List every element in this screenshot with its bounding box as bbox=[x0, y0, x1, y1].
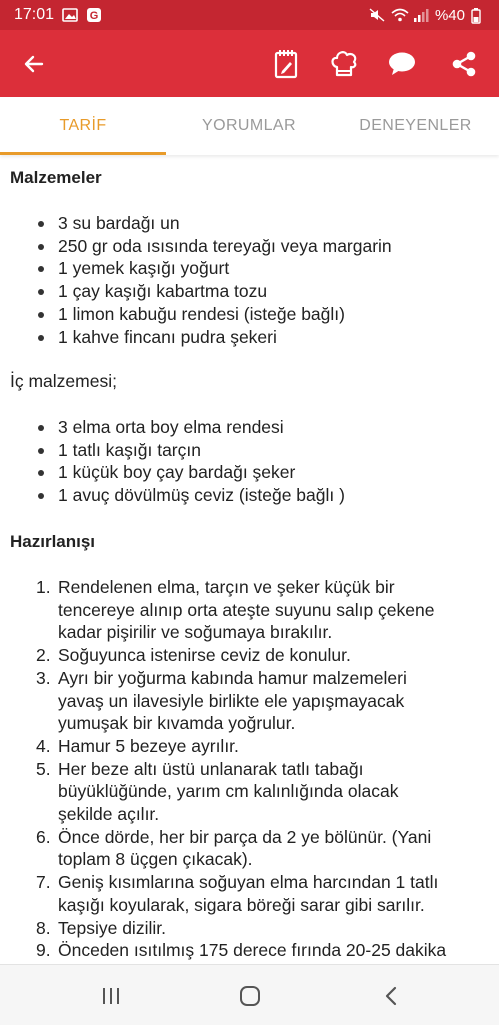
list-item: 1 kahve fincanı pudra şekeri bbox=[0, 326, 392, 349]
list-item: 1 yemek kaşığı yoğurt bbox=[0, 257, 392, 280]
list-item: 1 küçük boy çay bardağı şeker bbox=[0, 461, 345, 484]
gallery-icon bbox=[62, 8, 78, 22]
wifi-icon bbox=[391, 8, 407, 22]
list-item: 1 tatlı kaşığı tarçın bbox=[0, 439, 345, 462]
step-text-line: şekilde açılır. bbox=[58, 804, 160, 825]
notepad-icon bbox=[273, 49, 299, 79]
system-nav-bar bbox=[0, 964, 499, 1025]
recent-apps-icon bbox=[100, 986, 122, 1006]
step-item bbox=[0, 939, 499, 962]
chef-hat-button[interactable] bbox=[324, 44, 364, 84]
step-number: 9. bbox=[36, 940, 51, 961]
step-text-line: kadar pişirilir ve soğumaya bırakılır. bbox=[58, 622, 333, 643]
step-number: 6. bbox=[36, 826, 51, 847]
step-number: 2. bbox=[36, 645, 51, 666]
list-item: 1 limon kabuğu rendesi (isteğe bağlı) bbox=[0, 303, 392, 326]
step-text-line: Önceden ısıtılmış 175 derece fırında 20-25 dakika bbox=[58, 940, 447, 961]
list-item: 250 gr oda ısısında tereyağı veya margarin bbox=[0, 235, 392, 258]
step-item bbox=[0, 826, 499, 871]
chef-hat-icon bbox=[329, 49, 359, 79]
back-button[interactable] bbox=[14, 44, 54, 84]
signal-icon bbox=[413, 8, 429, 22]
step-text-line: toplam 8 üçgen çıkacak). bbox=[58, 849, 253, 870]
list-item: 1 avuç dövülmüş ceviz (isteğe bağlı ) bbox=[0, 484, 345, 507]
step-text-line: Önce dörde, her bir parça da 2 ye bölünür. (Yani bbox=[58, 826, 432, 847]
tab-tarif[interactable]: TARİF bbox=[59, 117, 107, 134]
preparation-heading: Hazırlanışı bbox=[10, 532, 96, 551]
status-bar bbox=[0, 0, 499, 30]
share-button[interactable] bbox=[444, 44, 484, 84]
step-number: 8. bbox=[36, 917, 51, 938]
step-text-line: kaşığı koyularak, sigara böreği sarar gibi sarılır. bbox=[58, 894, 425, 915]
ingredients-list bbox=[0, 212, 392, 348]
comment-button[interactable] bbox=[382, 44, 422, 84]
step-text-line: Ayrı bir yoğurma kabında hamur malzemeleri bbox=[58, 667, 407, 688]
mute-icon bbox=[369, 8, 385, 22]
list-item: 3 elma orta boy elma rendesi bbox=[0, 416, 345, 439]
notepad-button[interactable] bbox=[266, 44, 306, 84]
back-nav-button[interactable] bbox=[376, 981, 406, 1011]
step-item bbox=[0, 667, 499, 735]
svg-text:G: G bbox=[89, 10, 99, 22]
step-text-line: büyüklüğünde, yarım cm kalınlığında olacak bbox=[58, 781, 399, 802]
home-icon bbox=[238, 985, 262, 1007]
step-text-line: tencereye alınıp orta ateşte suyunu salıp çekene bbox=[58, 599, 435, 620]
step-text-line: Soğuyunca istenirse ceviz de konulur. bbox=[58, 645, 351, 666]
status-time: 17:01 bbox=[14, 6, 55, 23]
battery-level: %40 bbox=[434, 6, 465, 24]
step-item bbox=[0, 644, 499, 667]
speech-bubble-icon bbox=[388, 51, 416, 77]
recipe-content[interactable] bbox=[0, 155, 499, 964]
list-item: 1 çay kaşığı kabartma tozu bbox=[0, 280, 392, 303]
tab-bar bbox=[0, 97, 499, 155]
filling-list bbox=[0, 416, 345, 507]
filling-heading: İç malzemesi; bbox=[10, 371, 117, 391]
step-number: 1. bbox=[36, 577, 51, 597]
step-item bbox=[0, 917, 499, 940]
chevron-left-icon bbox=[382, 985, 400, 1007]
step-text-line: yavaş un ilavesiyle birlikte ele yapışmayacak bbox=[58, 690, 405, 711]
step-number: 4. bbox=[36, 735, 51, 756]
step-text-line: Geniş kısımlarına soğuyan elma harcından 1 tatlı bbox=[58, 872, 439, 893]
step-text-line: yumuşak bir kıvamda yoğrulur. bbox=[58, 713, 296, 734]
step-text-line: Hamur 5 bezeye ayrılır. bbox=[58, 735, 239, 756]
step-text-line: Her beze altı üstü unlanarak tatlı tabağı bbox=[58, 758, 364, 779]
ingredients-heading: Malzemeler bbox=[10, 168, 102, 187]
step-item bbox=[0, 758, 499, 826]
step-text-line: Tepsiye dizilir. bbox=[58, 917, 166, 938]
step-item bbox=[0, 871, 499, 916]
tab-deneyenler[interactable]: DENEYENLER bbox=[359, 117, 472, 134]
share-icon bbox=[450, 50, 478, 78]
arrow-left-icon bbox=[22, 52, 46, 76]
list-item: 3 su bardağı un bbox=[0, 212, 392, 235]
recent-apps-button[interactable] bbox=[96, 981, 126, 1011]
app-g-icon bbox=[86, 8, 102, 22]
step-number: 3. bbox=[36, 667, 51, 688]
app-bar bbox=[0, 30, 499, 97]
battery-icon bbox=[471, 8, 487, 22]
step-item bbox=[0, 576, 499, 644]
tab-yorumlar[interactable]: YORUMLAR bbox=[202, 117, 296, 134]
step-item bbox=[0, 735, 499, 758]
preparation-steps bbox=[0, 576, 499, 962]
step-number: 7. bbox=[36, 872, 51, 893]
step-text-line: Rendelenen elma, tarçın ve şeker küçük bir bbox=[58, 577, 395, 597]
home-button[interactable] bbox=[235, 981, 265, 1011]
step-number: 5. bbox=[36, 758, 51, 779]
